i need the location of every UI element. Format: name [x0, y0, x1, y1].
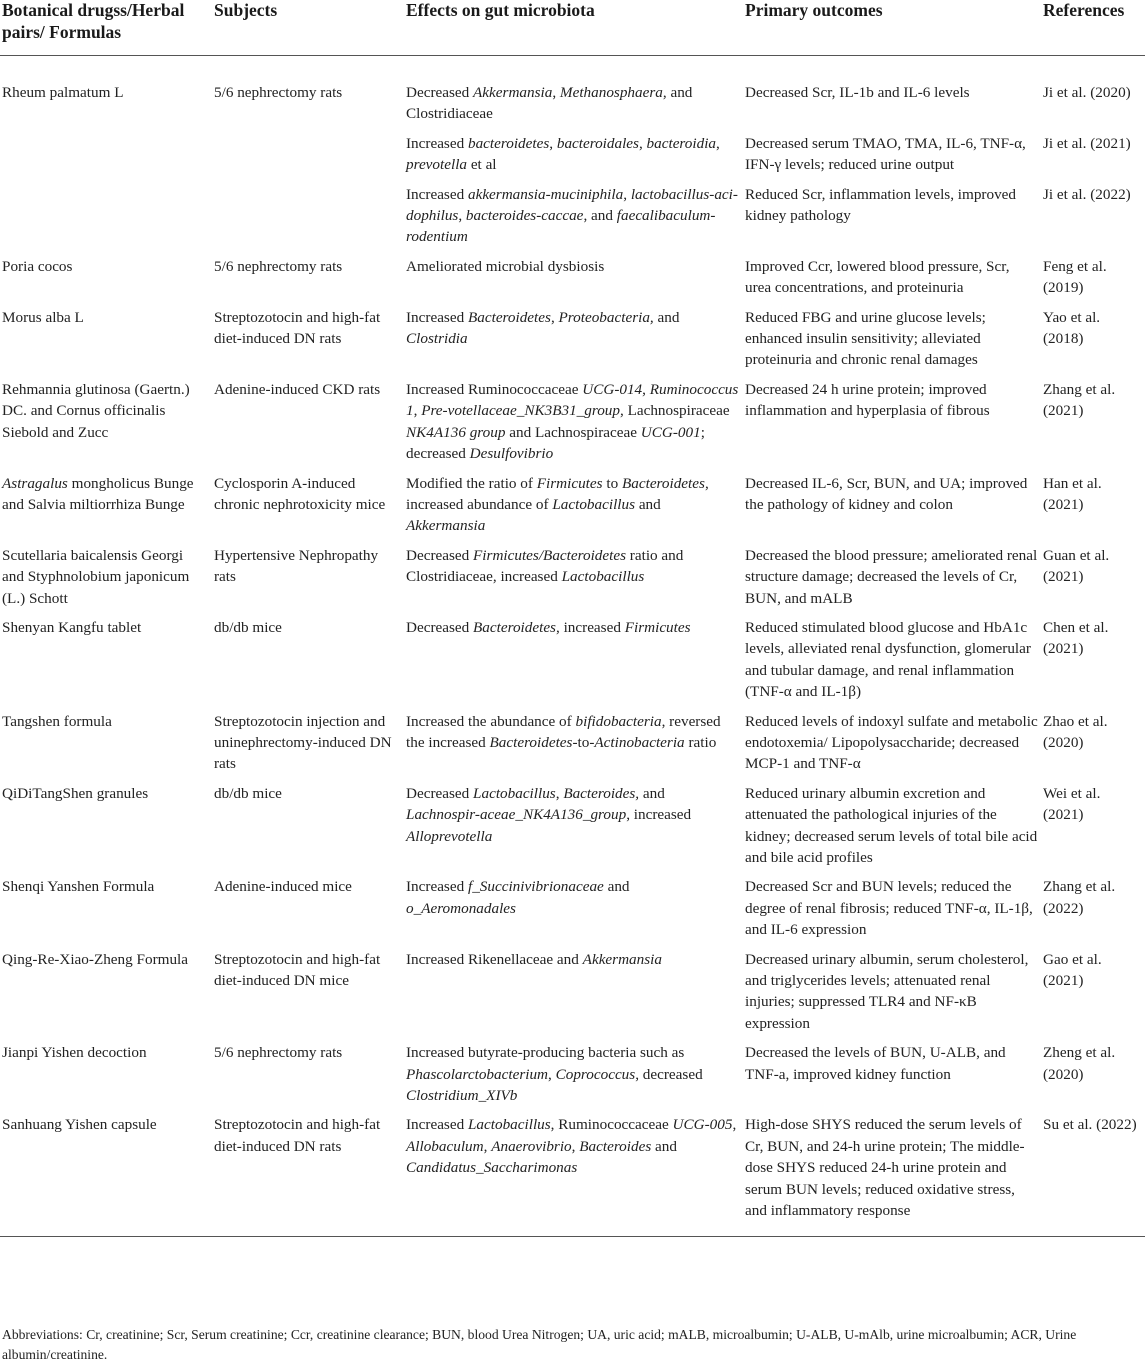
cell-effects: Ameliorated microbial dysbiosis — [406, 257, 605, 275]
cell-subjects — [208, 176, 406, 248]
cell-effects: Increased Ruminococcaceae UCG-014, Ruminococcus 1, Pre-votellaceae_NK3B31_group, Lachnospiraceae NK4A136 group and Lachnospiraceae UCG-001; decreased Desulfovibrio — [406, 380, 739, 463]
cell-subjects: 5/6 nephrectomy rats — [214, 1044, 343, 1062]
cell-effects: Decreased Firmicutes/Bacteroidetes ratio and Clostridiaceae, increased Lactobacillus — [406, 546, 684, 586]
cell-outcomes: Reduced FBG and urine glucose levels; enhanced insulin sensitivity; alleviated proteinuria and chronic renal damages — [745, 308, 986, 369]
table-row — [0, 176, 1145, 248]
cell-drug: Poria cocos — [2, 257, 73, 275]
cell-outcomes: Decreased Scr, IL-1b and IL-6 levels — [745, 84, 970, 101]
cell-subjects: 5/6 nephrectomy rats — [214, 257, 343, 275]
table-row — [0, 465, 1145, 537]
cell-effects: Decreased Akkermansia, Methanosphaera, and Clostridiaceae — [406, 84, 693, 123]
cell-drug: Qing-Re-Xiao-Zheng Formula — [2, 950, 189, 968]
cell-effects: Increased f_Succinivibrionaceae and o_Aeromonadales — [406, 878, 630, 917]
cell-subjects: Streptozotocin and high-fat diet-induced DN rats — [208, 1106, 406, 1236]
cell-drug: Morus alba L — [2, 308, 84, 326]
cell-reference: Ji et al. (2021) — [1043, 134, 1131, 152]
cell-effects: Increased butyrate-producing bacteria such as Phascolarctobacterium, Coprococcus, decreased Clostridium_XIVb — [406, 1044, 703, 1105]
cell-reference: Zhang et al. (2022) — [1043, 878, 1116, 917]
table-row — [0, 125, 1145, 176]
table-header — [0, 0, 1145, 56]
cell-subjects: Streptozotocin injection and uninephrectomy-induced DN rats — [214, 712, 392, 773]
cell-subjects: db/db mice — [214, 784, 282, 802]
cell-reference: Feng et al. (2019) — [1043, 257, 1107, 297]
header-botanical-drugs: Botanical drugss/Herbal pairs/ Formulas — [0, 0, 208, 56]
table-row — [0, 941, 1145, 1035]
cell-outcomes: Reduced Scr, inflammation levels, improved kidney pathology — [745, 185, 1017, 225]
cell-subjects — [208, 125, 406, 176]
cell-reference: Ji et al. (2020) — [1043, 84, 1131, 101]
cell-outcomes: High-dose SHYS reduced the serum levels of Cr, BUN, and 24-h urine protein; The middle-dose SHYS reduced 24-h urine protein and serum BUN levels; reduced oxidative stress, and inflammatory response — [745, 1106, 1043, 1236]
cell-drug: Shenyan Kangfu tablet — [2, 618, 142, 636]
cell-reference: Zhang et al. (2021) — [1043, 380, 1116, 420]
header-references: References — [1043, 0, 1145, 56]
cell-drug: Scutellaria baicalensis Georgi and Styphnolobium japonicum (L.) Schott — [2, 546, 190, 607]
table-row — [0, 703, 1145, 775]
cell-subjects: Adenine-induced CKD rats — [214, 380, 381, 398]
cell-drug: QiDiTangShen granules — [2, 784, 149, 802]
header-primary-outcomes: Primary outcomes — [745, 0, 1043, 56]
cell-subjects: Adenine-induced mice — [214, 878, 352, 896]
cell-effects: Increased akkermansia-muciniphila, lactobacillus-aci-dophilus, bacteroides-caccae, and faecalibaculum-rodentium — [406, 185, 738, 246]
table-row — [0, 1034, 1145, 1106]
cell-drug: Rheum palmatum L — [2, 84, 124, 101]
cell-subjects: Streptozotocin and high-fat diet-induced DN rats — [214, 308, 381, 348]
header-subjects: Subjects — [208, 0, 406, 56]
cell-outcomes: Decreased serum TMAO, TMA, IL-6, TNF-α, IFN-γ levels; reduced urine output — [745, 134, 1026, 174]
abbreviations-footnote: Abbreviations: Cr, creatinine; Scr, Serum creatinine; Ccr, creatinine clearance; BUN, blood Urea Nitrogen; UA, uric acid; mALB, microalbumin; U-ALB, U-mAlb, urine microalbumin; ACR, Urine albumin/creatinine. — [2, 1327, 1077, 1362]
cell-drug: Rehmannia glutinosa (Gaertn.) DC. and Cornus officinalis Siebold and Zucc — [2, 380, 190, 441]
cell-reference: Guan et al. (2021) — [1043, 546, 1110, 586]
cell-drug: Shenqi Yanshen Formula — [2, 878, 155, 896]
cell-reference: Su et al. (2022) — [1043, 1106, 1145, 1236]
cell-drug: Tangshen formula — [2, 712, 112, 730]
cell-subjects: Hypertensive Nephropathy rats — [214, 546, 379, 586]
cell-outcomes: Reduced stimulated blood glucose and HbA1c levels, alleviated renal dysfunction, glomerular and tubular damage, and renal inflammation (TNF-α and IL-1β) — [745, 618, 1031, 701]
table-row — [0, 299, 1145, 371]
cell-outcomes: Decreased the blood pressure; ameliorated renal structure damage; decreased the levels of Cr, BUN, and mALB — [745, 546, 1038, 607]
table-row — [0, 74, 1145, 125]
cell-effects: Modified the ratio of Firmicutes to Bacteroidetes, increased abundance of Lactobacillus and Akkermansia — [406, 474, 709, 535]
table-row — [0, 537, 1145, 609]
cell-outcomes: Decreased urinary albumin, serum cholesterol, and triglycerides levels; attenuated renal injuries; suppressed TLR4 and NF-κB expression — [745, 950, 1029, 1032]
cell-outcomes: Decreased the levels of BUN, U-ALB, and TNF-a, improved kidney function — [745, 1044, 1006, 1083]
cell-drug: Sanhuang Yishen capsule — [0, 1106, 208, 1236]
table-row — [0, 609, 1145, 703]
cell-drug — [0, 176, 208, 248]
cell-effects: Increased Bacteroidetes, Proteobacteria, and Clostridia — [406, 308, 680, 348]
cell-reference: Zheng et al. (2020) — [1043, 1044, 1116, 1083]
cell-effects: Increased the abundance of bifidobacteria, reversed the increased Bacteroidetes-to-Actinobacteria ratio — [406, 712, 721, 751]
cell-reference: Yao et al. (2018) — [1043, 308, 1101, 348]
cell-outcomes: Decreased Scr and BUN levels; reduced the degree of renal fibrosis; reduced TNF-α, IL-1β, and IL-6 expression — [745, 878, 1033, 939]
cell-reference: Han et al. (2021) — [1043, 474, 1102, 513]
header-effects: Effects on gut microbiota — [406, 0, 745, 56]
cell-effects: Decreased Lactobacillus, Bacteroides, and Lachnospir-aceae_NK4A136_group, increased Alloprevotella — [406, 784, 692, 845]
cell-outcomes: Reduced urinary albumin excretion and attenuated the pathological injuries of the kidney; decreased serum levels of total bile acid and bile acid profiles — [745, 784, 1038, 866]
cell-subjects: 5/6 nephrectomy rats — [214, 84, 343, 101]
table-row — [0, 868, 1145, 940]
cell-outcomes: Improved Ccr, lowered blood pressure, Scr, urea concentrations, and proteinuria — [745, 257, 1010, 297]
cell-outcomes: Reduced levels of indoxyl sulfate and metabolic endotoxemia/ Lipopolysaccharide; decreased MCP-1 and TNF-α — [745, 712, 1038, 773]
cell-reference: Zhao et al. (2020) — [1043, 712, 1108, 751]
table-row — [0, 1106, 1145, 1236]
cell-effects: Decreased Bacteroidetes, increased Firmicutes — [406, 618, 691, 636]
cell-reference: Ji et al. (2022) — [1043, 185, 1131, 203]
table-row — [0, 371, 1145, 465]
cell-effects: Increased Lactobacillus, Ruminococcaceae UCG-005, Allobaculum, Anaerovibrio, Bacteroides and Candidatus_Saccharimonas — [406, 1106, 745, 1236]
cell-reference: Wei et al. (2021) — [1043, 784, 1101, 824]
cell-subjects: db/db mice — [214, 618, 282, 636]
cell-subjects: Cyclosporin A-induced chronic nephrotoxicity mice — [214, 474, 386, 513]
table-row — [0, 775, 1145, 869]
cell-subjects: Streptozotocin and high-fat diet-induced DN mice — [214, 950, 381, 990]
cell-outcomes: Decreased 24 h urine protein; improved inflammation and hyperplasia of fibrous — [745, 380, 990, 420]
cell-reference: Chen et al. (2021) — [1043, 618, 1109, 658]
cell-drug: Astragalus mongholicus Bunge and Salvia miltiorrhiza Bunge — [2, 474, 194, 513]
cell-effects: Increased Rikenellaceae and Akkermansia — [406, 950, 662, 968]
cell-drug: Jianpi Yishen decoction — [2, 1044, 147, 1062]
cell-effects: Increased bacteroidetes, bacteroidales, bacteroidia, prevotella et al — [406, 134, 720, 174]
table-body — [0, 56, 1145, 1237]
cell-drug — [0, 125, 208, 176]
table-row — [0, 248, 1145, 299]
cell-reference: Gao et al. (2021) — [1043, 950, 1102, 990]
cell-outcomes: Decreased IL-6, Scr, BUN, and UA; improved the pathology of kidney and colon — [745, 474, 1028, 513]
